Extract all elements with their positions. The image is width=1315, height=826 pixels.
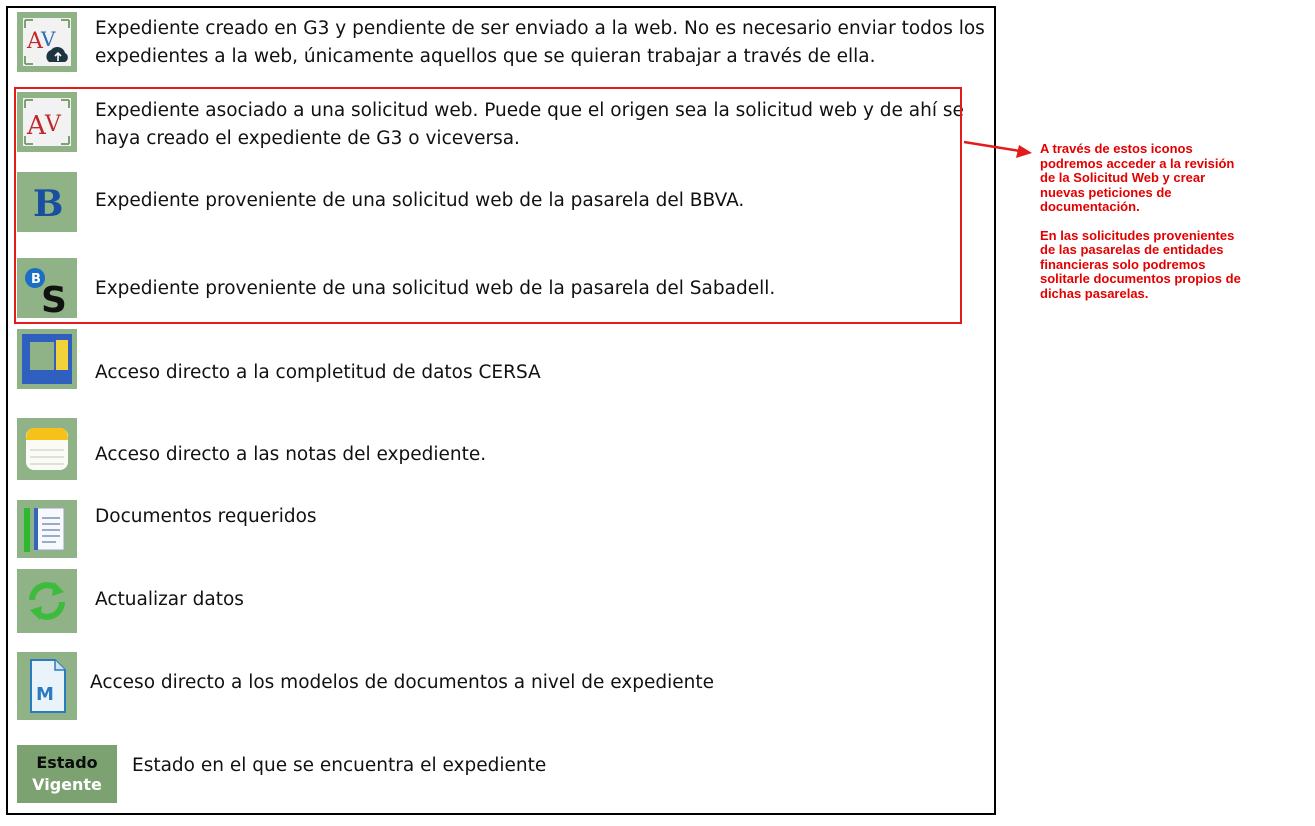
- status-description: Estado en el que se encuentra el expediente: [132, 755, 547, 776]
- annotation-paragraph-1: A través de estos iconos podremos acceder a la revisión de la Solicitud Web y crear nuevas peticiones de documentación.: [1040, 141, 1235, 214]
- svg-text:S: S: [41, 280, 67, 316]
- svg-text:V: V: [41, 27, 56, 51]
- svg-text:A: A: [27, 29, 43, 54]
- item-text-8: Actualizar datos: [95, 589, 244, 610]
- annotation-note: [1040, 142, 1310, 315]
- svg-text:A: A: [27, 111, 46, 141]
- status-badge-value: Vigente: [32, 775, 102, 794]
- status-badge-label: Estado: [36, 753, 98, 772]
- annotation-paragraph-2: En las solicitudes provenientes de las pasarelas de entidades financieras solo podremos solitarle documentos propios de dichas pasarelas.: [1040, 227, 1241, 301]
- item-text-9: Acceso directo a los modelos de documentos a nivel de expediente: [90, 672, 714, 693]
- item-text-2: Expediente asociado a una solicitud web. Puede que el origen sea la solicitud web y de ahí se: [95, 100, 964, 121]
- arrow-icon: [962, 138, 1034, 160]
- item-text-1b: expedientes a la web, únicamente aquellos que se quieran trabajar a través de ella.: [95, 46, 876, 67]
- svg-text:M: M: [36, 684, 54, 705]
- svg-text:V: V: [45, 112, 61, 137]
- svg-text:B: B: [33, 183, 64, 224]
- item-text-2b: haya creado el expediente de G3 o viceversa.: [95, 128, 520, 149]
- item-text-6: Acceso directo a las notas del expediente.: [95, 444, 487, 465]
- legend-frame: [6, 6, 996, 815]
- item-text-1: Expediente creado en G3 y pendiente de ser enviado a la web. No es necesario enviar todos los: [95, 18, 985, 39]
- item-text-5: Acceso directo a la completitud de datos CERSA: [95, 362, 541, 383]
- item-text-4: Expediente proveniente de una solicitud web de la pasarela del Sabadell.: [95, 278, 776, 299]
- svg-text:B: B: [31, 272, 41, 287]
- item-text-7: Documentos requeridos: [95, 506, 317, 527]
- item-text-3: Expediente proveniente de una solicitud web de la pasarela del BBVA.: [95, 190, 745, 211]
